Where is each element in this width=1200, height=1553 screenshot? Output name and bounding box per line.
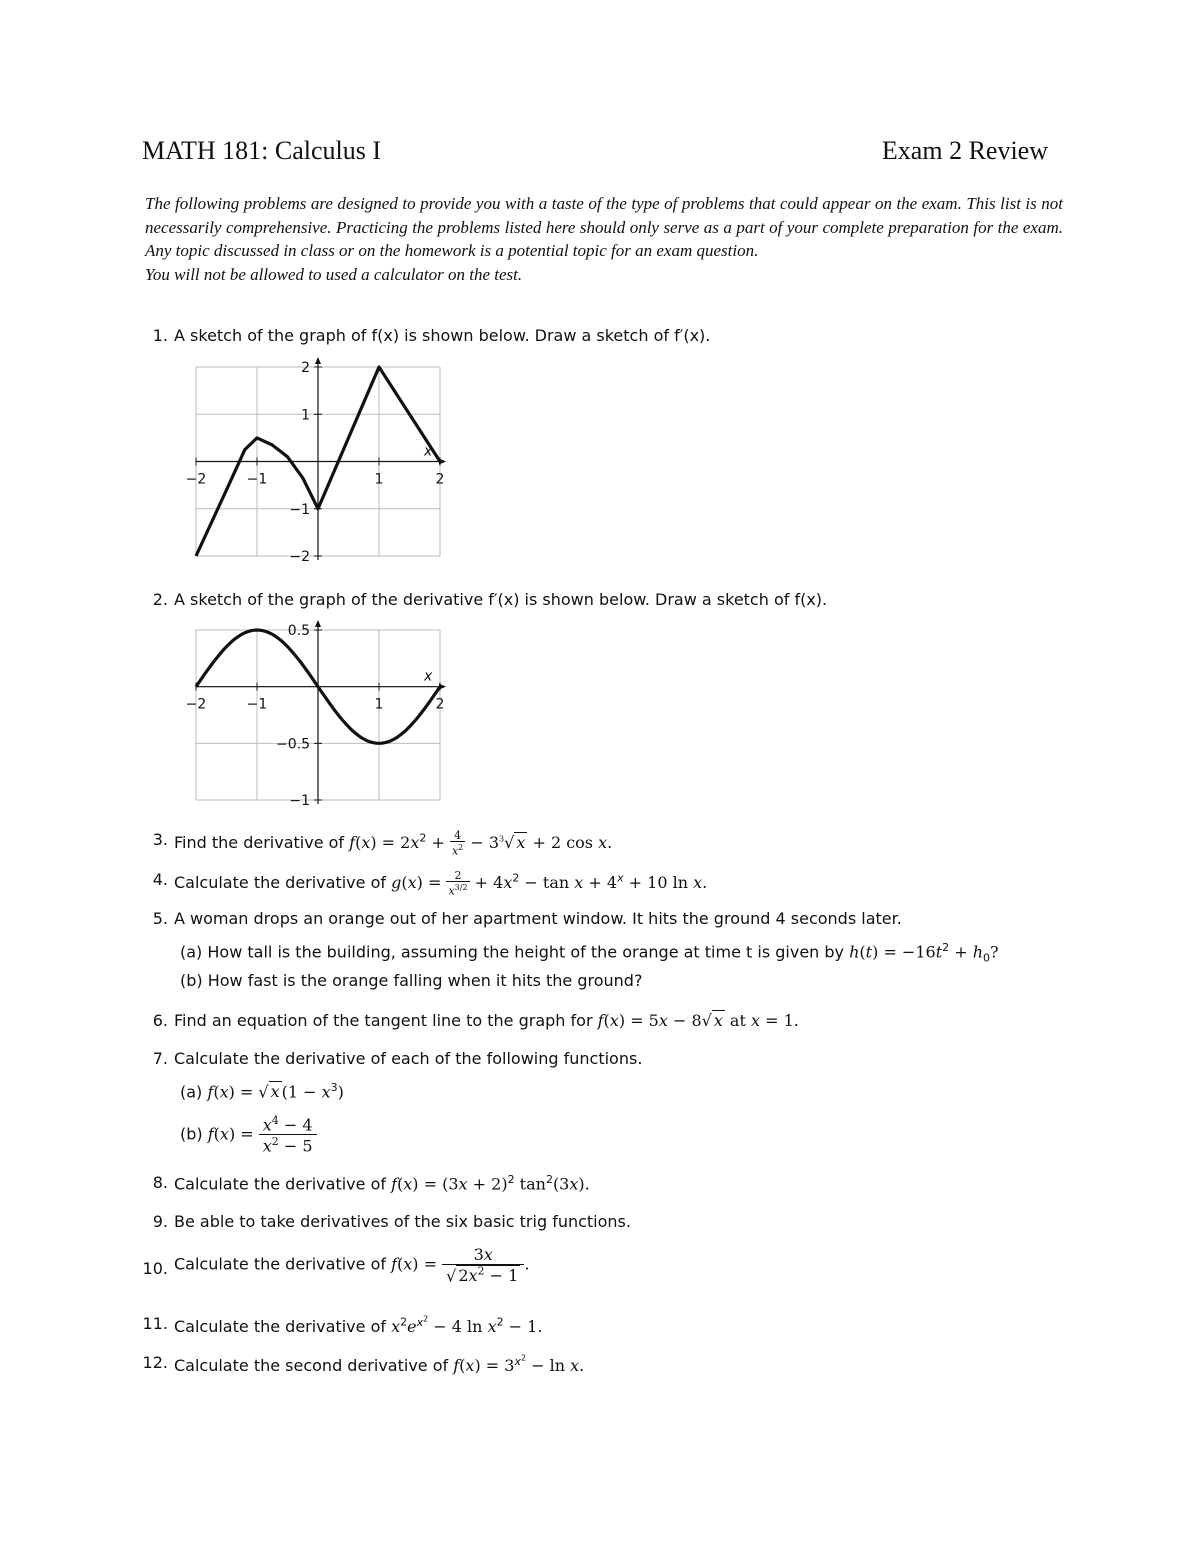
y-axis-arrow xyxy=(315,357,321,364)
problem-text: A sketch of the graph of f(x) is shown below. Draw a sketch of f′(x). xyxy=(174,326,711,345)
x-tick-label: −2 xyxy=(185,696,207,713)
problem-text: A sketch of the graph of the derivative f′(x) is shown below. Draw a sketch of f(x). xyxy=(174,590,828,609)
x-axis-label: x xyxy=(424,443,433,460)
y-tick-label: −1 xyxy=(289,793,310,809)
problem-expression: Find an equation of the tangent line to the graph for f(x) = 5x − 8√ x at x = 1. xyxy=(174,1011,799,1030)
x-tick-label: 2 xyxy=(435,471,445,488)
problem-number: 3. xyxy=(152,830,168,849)
problem-5a: (a) How tall is the building, assuming the height of the orange at time t is given by $h(t) = -16t^2 + h_0$? xyxy=(180,941,999,965)
intro-text xyxy=(145,192,1063,286)
x-tick-label: 1 xyxy=(374,696,384,713)
graph-f xyxy=(165,350,465,580)
part-label: (b) xyxy=(180,1124,203,1144)
part-label: (a) xyxy=(180,942,203,962)
problem-expression: Calculate the derivative of f(x) = $\frac{3x}{√ 2x^2 - 1}$ . xyxy=(174,1245,530,1286)
x-tick-label: −1 xyxy=(246,696,268,713)
document-title: Exam 2 Review xyxy=(881,136,1048,165)
problem-number: 5. xyxy=(152,909,168,928)
y-tick-label: −1 xyxy=(289,501,310,518)
y-tick-label: −0.5 xyxy=(276,736,310,753)
problem-number: 9. xyxy=(152,1212,168,1231)
problem-7a: (a) f(x) = √ x $(1 - x^3)$ xyxy=(180,1081,344,1102)
problem-number: 12. xyxy=(142,1353,168,1372)
problem-number: 4. xyxy=(152,870,168,889)
y-tick-label: 2 xyxy=(301,360,310,376)
course-title: MATH 181: Calculus I xyxy=(142,136,382,165)
problem-expression: Calculate the derivative of $x^2e^{x^2} - 4$ $\ln x^2 - 1$. xyxy=(174,1314,543,1336)
part-label: (a) xyxy=(180,1082,203,1102)
problem-number: 2. xyxy=(152,590,168,609)
x-axis-label: x xyxy=(424,668,433,685)
problem-number: 11. xyxy=(142,1314,168,1333)
calculator-note: You will not be allowed to used a calculator on the test. xyxy=(145,264,523,284)
x-tick-label: −2 xyxy=(185,471,207,488)
y-tick-label: 0.5 xyxy=(287,623,310,639)
problem-expression: Calculate the second derivative of $f(x) = 3^{x^2} - \ln x$. xyxy=(174,1353,585,1375)
problem-number: 1. xyxy=(152,326,168,345)
problem-text: Calculate the derivative of each of the following functions. xyxy=(174,1049,643,1068)
problem-number: 8. xyxy=(152,1173,168,1192)
problem-number: 10. xyxy=(142,1259,168,1278)
y-axis-arrow xyxy=(315,620,321,627)
y-tick-label: 1 xyxy=(301,407,310,424)
y-tick-label: −2 xyxy=(289,549,310,565)
problem-5b: (b) How fast is the orange falling when it hits the ground? xyxy=(180,971,643,990)
x-tick-label: 2 xyxy=(435,696,445,713)
problem-number: 6. xyxy=(152,1011,168,1030)
problem-7b: (b) f(x) = $\frac{x^4 - 4}{x^2 - 5}$ xyxy=(180,1114,317,1156)
graph-f-prime xyxy=(165,610,465,820)
part-label: (b) xyxy=(180,971,203,990)
x-tick-label: 1 xyxy=(374,471,384,488)
problem-expression: Find the derivative of $f(x) = 2x^2$ + $\frac{4}{x^2}$ − $3^3√$ x + 2 cos x. xyxy=(174,829,613,858)
problem-number: 7. xyxy=(152,1049,168,1068)
problem-text: Be able to take derivatives of the six basic trig functions. xyxy=(174,1212,631,1231)
problem-expression: Calculate the derivative of $f(x) = (3x + 2)^2$ $\tan^2(3x)$. xyxy=(174,1173,590,1194)
problem-expression: Calculate the derivative of g(x) = $\frac{2}{x^{3/2}}$ + $4x^2 - \tan x + 4^x + 10$ ln x. xyxy=(174,869,708,898)
problem-text: A woman drops an orange out of her apartment window. It hits the ground 4 seconds later. xyxy=(174,909,902,928)
intro-paragraph: The following problems are designed to provide you with a taste of the type of problems that could appear on the exam. This list is not necessarily comprehensive. Practicing the problems listed here should only serve as a part of your complete preparation for the exam. Any topic discussed in class or on the homework is a potential topic for an exam question. xyxy=(145,194,1063,260)
x-tick-label: −1 xyxy=(246,471,268,488)
